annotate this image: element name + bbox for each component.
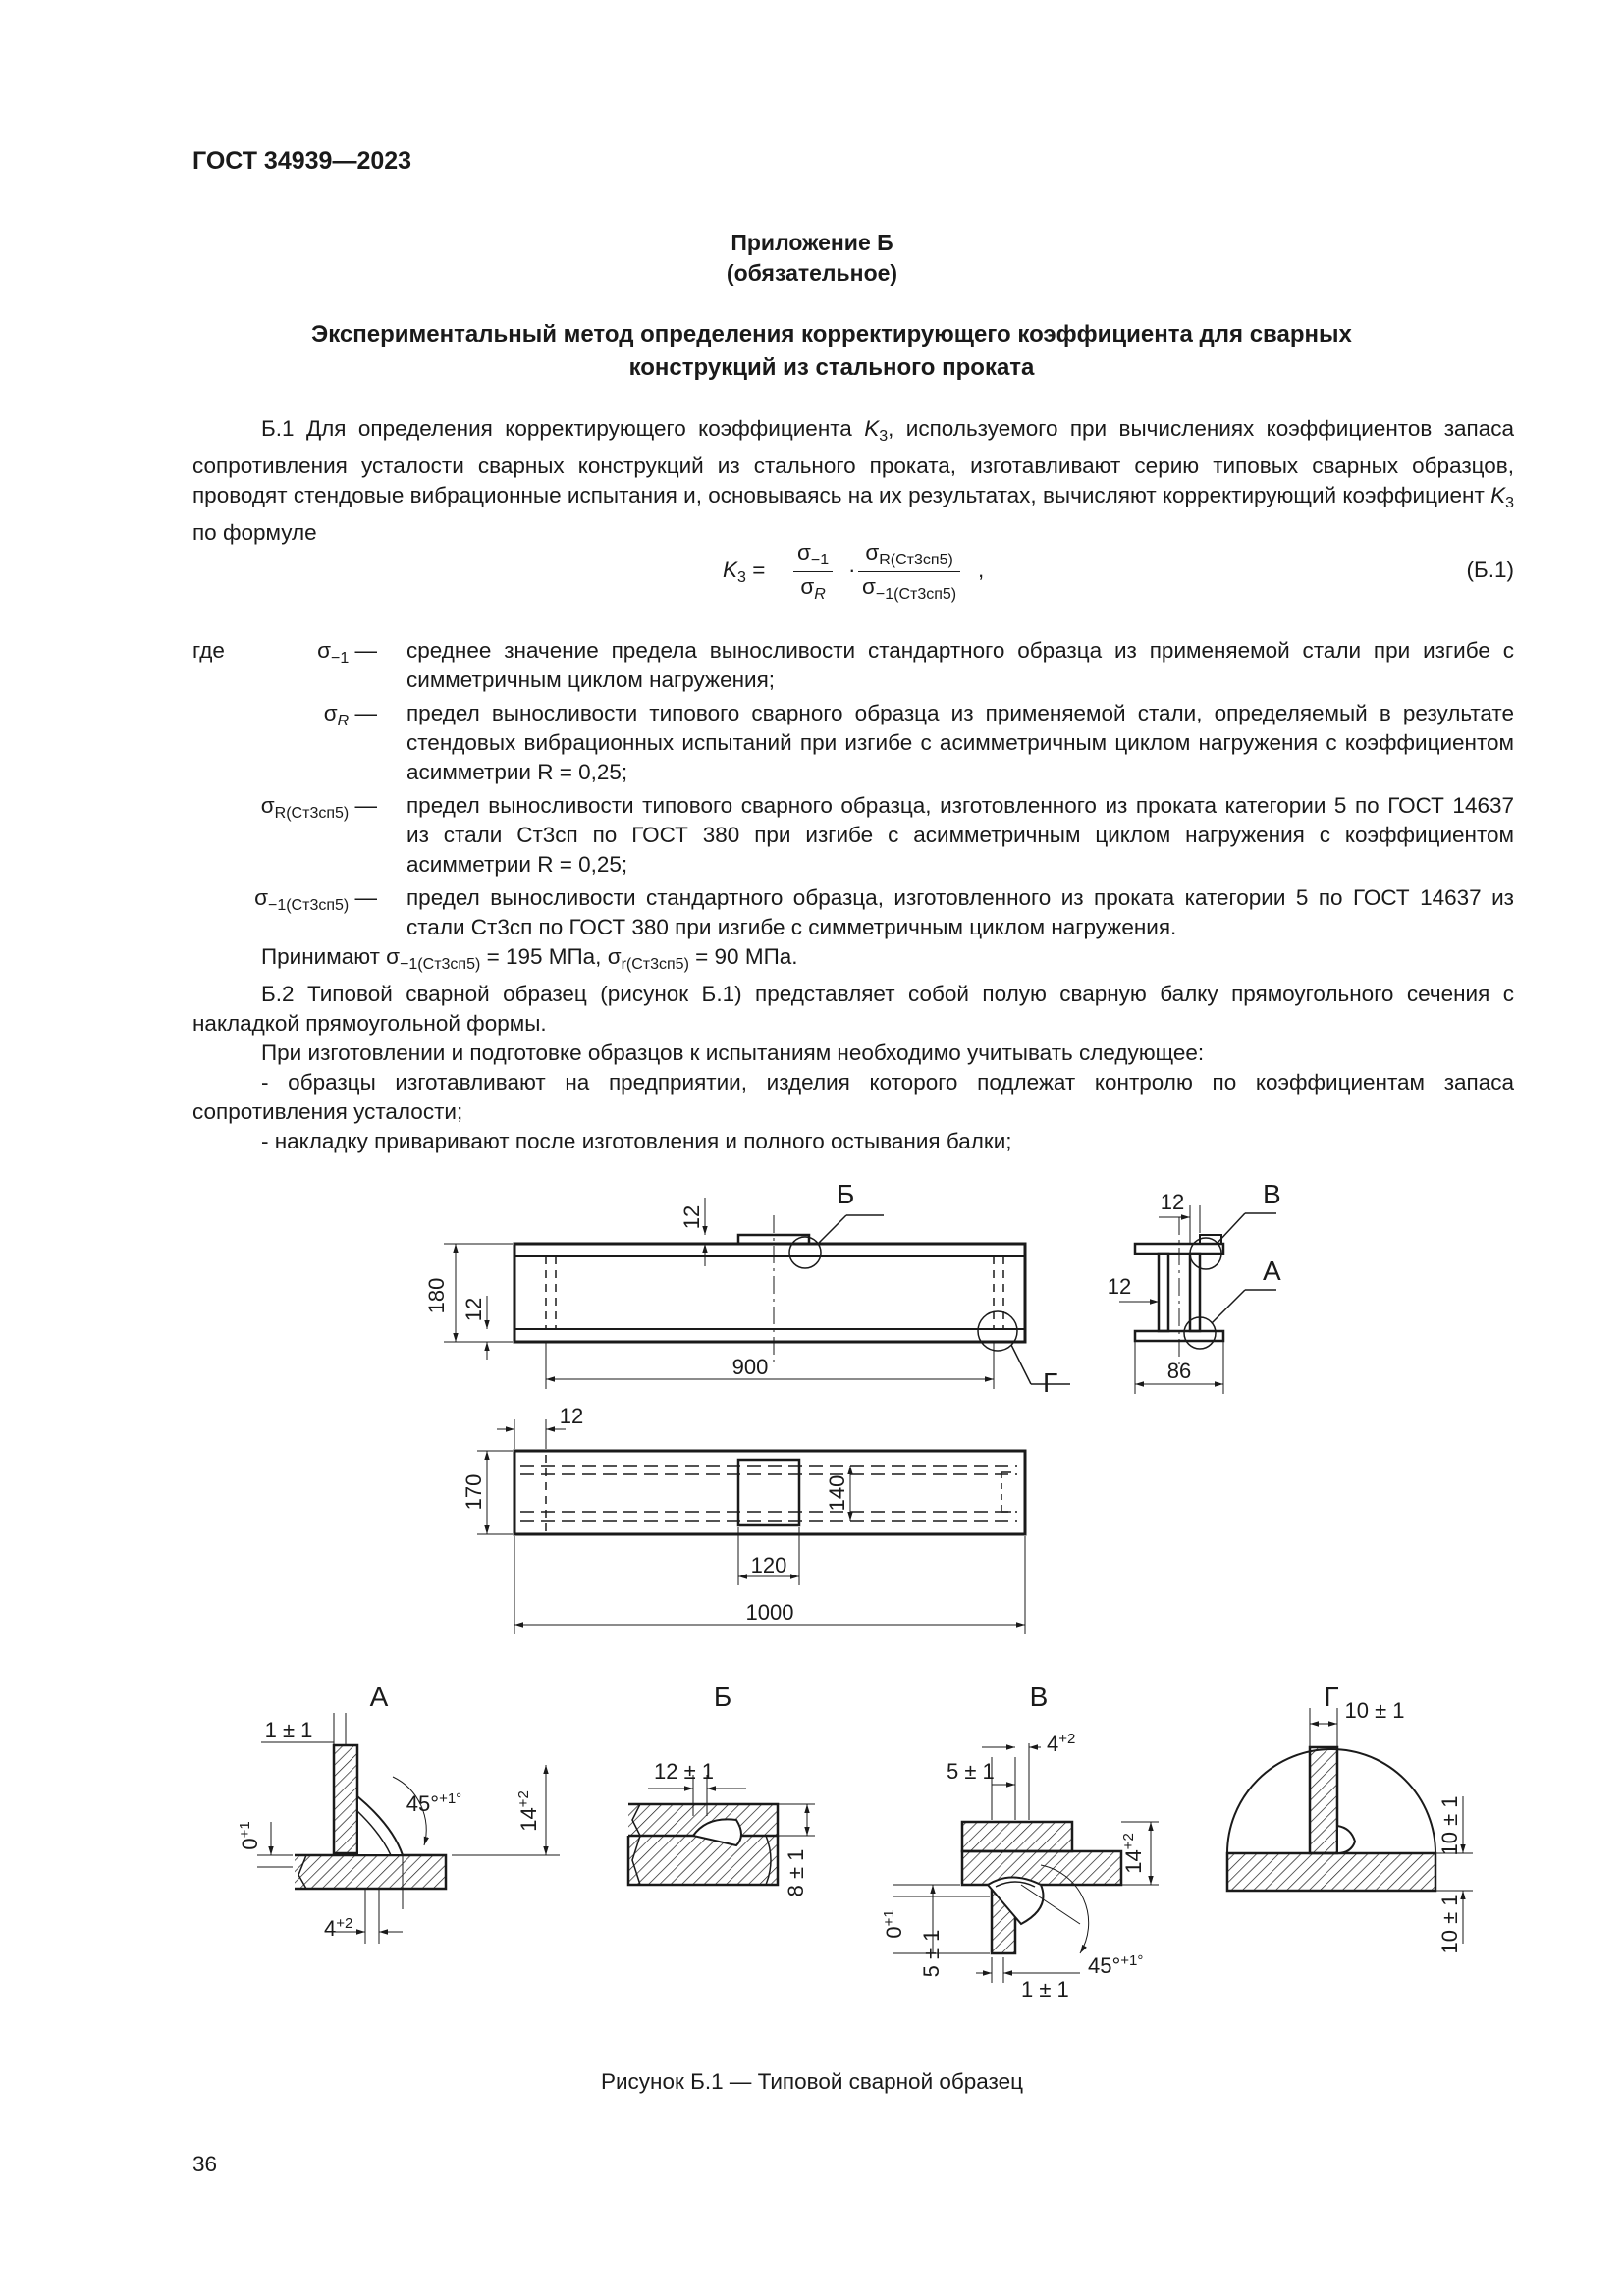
figure-caption: Рисунок Б.1 — Типовой сварной образец	[600, 2069, 1024, 2094]
dim-8pm1: 8 ± 1	[784, 1848, 808, 1897]
dim-900: 900	[731, 1355, 769, 1379]
dim-1000: 1000	[745, 1600, 794, 1625]
detail-label-b: Б	[713, 1682, 732, 1712]
paragraph-b2: Б.2 Типовой сварной образец (рисунок Б.1) представляет собой полую сварную балку прямоугольного сечения с накладкой прямоугольной формы.	[192, 982, 1514, 1036]
formula-number: (Б.1)	[1466, 558, 1514, 582]
dim-12: 12	[679, 1204, 704, 1230]
where-item: $\sigma_{-1(Ст3сп5)}$ — предел выносливости стандартного образца, изготовленного из проката категории 5 по ГОСТ 14637 из стали Ст3сп по ГОСТ 380 при изгибе с симметричным циклом нагружения.	[254, 885, 1514, 939]
dim-12: 12	[461, 1297, 486, 1322]
dim-14: $14^{+2}$	[515, 1790, 541, 1832]
dim-86: 86	[1166, 1359, 1192, 1383]
dim-180: 180	[424, 1277, 449, 1314]
page-header: ГОСТ 34939—2023	[192, 147, 412, 175]
dim-12pm1: 12 ± 1	[654, 1759, 715, 1784]
detail-label-a: А	[369, 1682, 389, 1712]
dim-0p1: $0^{+1}$	[881, 1909, 906, 1939]
detail-label-g: Г	[1324, 1682, 1339, 1712]
page-number: 36	[192, 2152, 218, 2176]
view-label-a: А	[1263, 1255, 1281, 1286]
dim-1pm1: 1 ± 1	[1021, 1977, 1069, 2002]
annex-label: Приложение Б	[731, 230, 893, 255]
where-item: $\sigma_{-1}$ — среднее значение предела выносливости стандартного образца из применяемой стали при изгибе с симметричным циклом нагружения;	[317, 638, 1514, 692]
dim-120: 120	[750, 1553, 787, 1577]
dim-0p1: $0^{+1}$	[237, 1821, 262, 1850]
view-label-v: В	[1263, 1179, 1281, 1209]
dim-170: 170	[461, 1473, 486, 1511]
dim-5pm1: 5 ± 1	[919, 1929, 944, 1978]
dim-12: 12	[1160, 1190, 1185, 1214]
dim-4: $4^{+2}$	[1047, 1731, 1076, 1756]
annex-title: Экспериментальный метод определения корректирующего коэффициента для сварных конструкций из стального проката	[311, 321, 1352, 381]
paragraph-prep: При изготовлении и подготовке образцов к испытаниям необходимо учитывать следующее:	[261, 1041, 1205, 1065]
fraction-2: $\sigma_{R(Ст3сп5)}$ $\sigma_{-1(Ст3сп5)}$	[858, 540, 960, 604]
dim-12: 12	[1107, 1274, 1132, 1299]
bullet-item: - образцы изготавливают на предприятии, изделия которого подлежат контролю по коэффициентам запаса сопротивления усталости;	[192, 1070, 1514, 1124]
dim-45: 45°$^{+1^\circ}$	[1088, 1952, 1144, 1978]
detail-a	[257, 1713, 560, 1944]
annex-status: (обязательное)	[726, 260, 898, 286]
beam-cross-section	[1119, 1205, 1276, 1394]
formula-b1: $K_3$ = $\frac{\sigma_{-1}}{\sigma_R}$ · $\sigma_{R(Ст3сп5)}$ $\sigma_{-1(Ст3сп5)}$ , (Б.1)	[723, 540, 1514, 603]
detail-label-v: В	[1029, 1682, 1049, 1712]
bullet-item: - накладку приваривают после изготовления и полного остывания балки;	[261, 1129, 1012, 1153]
formula-lhs: $K_3$ =	[723, 558, 766, 586]
view-label-b: Б	[837, 1179, 855, 1209]
dim-10pm1: 10 ± 1	[1437, 1795, 1462, 1856]
dim-140: 140	[825, 1474, 849, 1512]
dim-10pm1: 10 ± 1	[1437, 1894, 1462, 1954]
accept-line: Принимают $\sigma_{-1(Ст3сп5)} = 195$ МПа, $\sigma_{r(Ст3сп5)} = 90$ МПа.	[261, 944, 798, 973]
dim-1pm1: 1 ± 1	[264, 1718, 313, 1742]
where-item: $\sigma_{R(Ст3сп5)}$ — предел выносливости типового сварного образца, изготовленного из проката категории 5 по ГОСТ 14637 из стали Ст3сп по ГОСТ 380 при изгибе с асимметричным циклом нагружения с коэффициентом асимметрии R = 0,25;	[260, 793, 1514, 877]
dim-5pm1: 5 ± 1	[947, 1759, 995, 1784]
view-label-g: Г	[1043, 1367, 1058, 1398]
where-label: где	[192, 638, 225, 663]
where-item: $\sigma_R$ — предел выносливости типового сварного образца из применяемой стали, определяемый в результате стендовых вибрационных испытаний при изгибе с асимметричным циклом нагружения с коэффициентом асимметрии R = 0,25;	[323, 701, 1514, 784]
dim-14: $14^{+2}$	[1120, 1833, 1146, 1874]
fraction-1: $\frac{\sigma_{-1}}{\sigma_R}$	[793, 540, 833, 604]
dim-10pm1: 10 ± 1	[1344, 1698, 1405, 1723]
dim-4: $4^{+2}$	[324, 1915, 353, 1941]
dim-45: 45°$^{+1^\circ}$	[406, 1790, 462, 1816]
paragraph-b1: Б.1 Для определения корректирующего коэффициента $K_3$, используемого при вычислениях коэффициентов запаса сопротивления усталости сварных конструкций из стального проката, изготавливают серию типовых сварных образцов, проводят стендовые вибрационные испытания и, основываясь на их результатах, вычисляют корректирующий коэффициент $K_3$ по формуле	[192, 416, 1514, 545]
detail-g	[1227, 1708, 1473, 1944]
dim-12: 12	[559, 1404, 584, 1428]
